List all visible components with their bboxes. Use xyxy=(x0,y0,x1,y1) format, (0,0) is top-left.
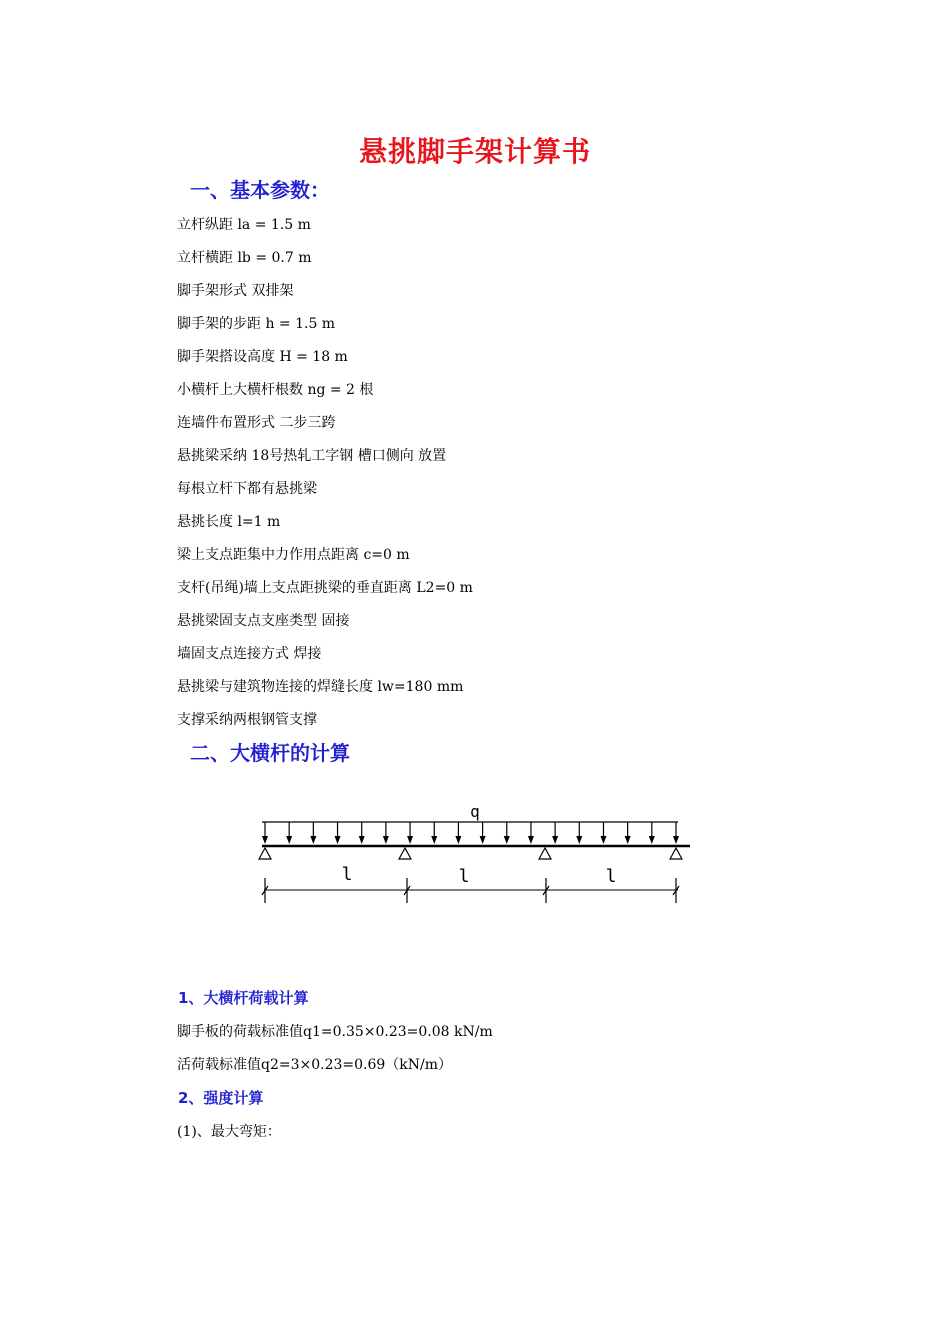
param-line: 每根立杆下都有悬挑梁 xyxy=(177,481,317,497)
beam-load-diagram xyxy=(250,798,700,913)
load-arrow-head xyxy=(431,836,437,844)
load-arrow-head xyxy=(359,836,365,844)
load-arrow-head xyxy=(673,836,679,844)
load-arrow-head xyxy=(455,836,461,844)
param-line: 支撑采纳两根钢管支撑 xyxy=(177,712,317,728)
load-arrow-head xyxy=(528,836,534,844)
param-line: 连墙件布置形式 二步三跨 xyxy=(177,415,336,431)
load-arrow-head xyxy=(310,836,316,844)
support-symbols xyxy=(259,848,682,859)
param-line: 悬挑长度 l=1 m xyxy=(177,514,281,530)
document-title: 悬挑脚手架计算书 xyxy=(358,135,591,168)
calc-line: 脚手板的荷载标准值q1=0.35×0.23=0.08 kN/m xyxy=(177,1024,493,1040)
load-arrow-head xyxy=(335,836,341,844)
load-arrow-head xyxy=(262,836,268,844)
subsection-heading-load: 1、大横杆荷载计算 xyxy=(178,989,309,1007)
support-triangle xyxy=(539,848,551,859)
support-triangle xyxy=(399,848,411,859)
load-arrow-head xyxy=(407,836,413,844)
load-arrow-head xyxy=(383,836,389,844)
load-arrow-head xyxy=(286,836,292,844)
param-line: 脚手架搭设高度 H = 18 m xyxy=(177,349,348,365)
param-line: 墙固支点连接方式 焊接 xyxy=(177,646,322,662)
load-arrow-head xyxy=(600,836,606,844)
param-line: 悬挑梁采纳 18号热轧工字钢 槽口侧向 放置 xyxy=(177,448,447,464)
load-arrow-head xyxy=(552,836,558,844)
load-label: q xyxy=(470,802,480,821)
param-line: 悬挑梁固支点支座类型 固接 xyxy=(177,613,350,629)
calc-line: 活荷载标准值q2=3×0.23=0.69（kN/m） xyxy=(177,1057,453,1073)
load-arrow-head xyxy=(504,836,510,844)
section-heading-ledger-calc: 二、大横杆的计算 xyxy=(190,741,350,765)
span-label: l xyxy=(458,866,470,887)
param-line: 立杆横距 lb = 0.7 m xyxy=(177,250,312,266)
span-label: l xyxy=(605,866,617,887)
param-line: 梁上支点距集中力作用点距离 c=0 m xyxy=(177,547,410,563)
load-arrow-head xyxy=(649,836,655,844)
param-line: 小横杆上大横杆根数 ng = 2 根 xyxy=(177,382,374,398)
param-line: 脚手架的步距 h = 1.5 m xyxy=(177,316,336,332)
distributed-load-arrows xyxy=(262,822,679,844)
param-line: 支杆(吊绳)墙上支点距挑梁的垂直距离 L2=0 m xyxy=(177,580,473,596)
load-arrow-head xyxy=(576,836,582,844)
param-line: 立杆纵距 la = 1.5 m xyxy=(177,217,311,233)
load-arrow-head xyxy=(625,836,631,844)
subsection-heading-strength: 2、强度计算 xyxy=(178,1089,264,1107)
load-arrow-head xyxy=(480,836,486,844)
support-triangle xyxy=(259,848,271,859)
support-triangle xyxy=(670,848,682,859)
section-heading-basic-params: 一、基本参数： xyxy=(190,178,330,202)
span-label: l xyxy=(341,864,353,885)
calc-line: (1)、最大弯矩： xyxy=(177,1124,281,1140)
param-line: 脚手架形式 双排架 xyxy=(177,283,294,299)
param-line: 悬挑梁与建筑物连接的焊缝长度 lw=180 mm xyxy=(177,679,464,695)
